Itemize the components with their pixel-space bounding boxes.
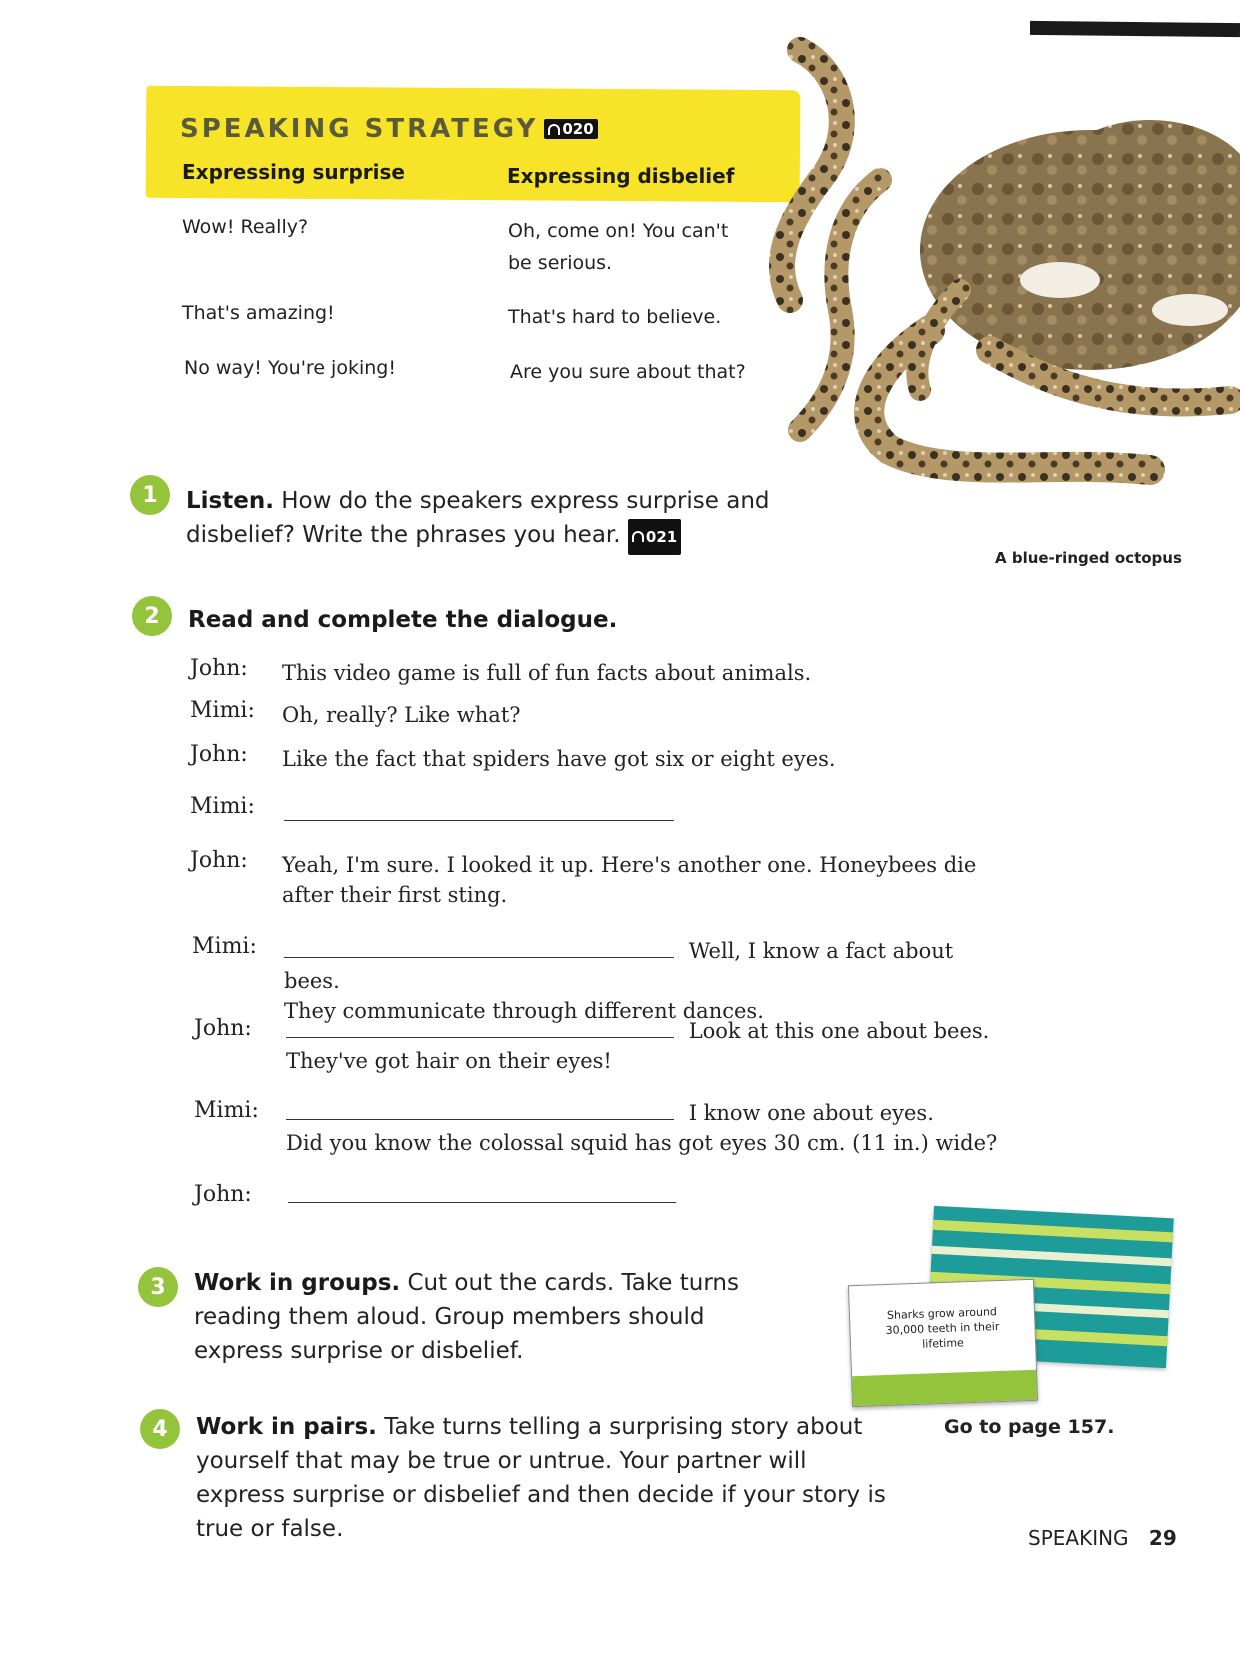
dialogue-line [288,1182,676,1207]
task-3 [194,1266,794,1368]
dialogue-speaker: John: [190,848,248,873]
audio-track-badge[interactable] [628,519,681,555]
task-number-badge: 1 [130,475,170,515]
octopus-photo [730,30,1240,510]
task-1-text: How do the speakers express surprise and disbelief? Write the phrases you hear. [186,488,770,548]
audio-track-badge[interactable] [544,119,597,139]
dialogue-line [284,800,674,825]
audio-track-number: 020 [562,120,594,138]
dialogue-speaker: Mimi: [194,1098,259,1123]
task-3-text: Cut out the cards. Take turns reading them aloud. Group members should express surprise or disbelief. [194,1270,739,1364]
task-4-lead: Work in pairs. [196,1414,377,1440]
surprise-phrase: Wow! Really? [182,216,309,238]
dialogue-speaker: John: [194,1016,252,1041]
dialogue-line-text: They've got hair on their eyes! [286,1049,612,1073]
dialogue-line-text: Well, I know a fact about bees. [284,939,954,993]
column-head-surprise: Expressing surprise [182,160,405,184]
answer-blank[interactable] [284,800,674,821]
answer-blank[interactable] [286,1099,674,1120]
strategy-title [180,114,598,144]
fact-card-text: Sharks grow around 30,000 teeth in their lifetime [885,1304,1000,1351]
photo-caption: A blue-ringed octopus [995,549,1182,567]
audio-track-number: 021 [645,527,678,546]
headphones-icon [632,531,644,542]
task-2-lead: Read and complete the dialogue. [188,607,618,633]
disbelief-phrase: Are you sure about that? [510,361,746,383]
surprise-phrase: No way! You're joking! [184,357,396,379]
dialogue-line [284,936,1004,1026]
task-number-badge: 4 [140,1409,180,1449]
task-4-text: Take turns telling a surprising story about yourself that may be true or untrue. Your partner will express surprise or disbelief and then decide if your story is true or false. [196,1414,886,1542]
task-3-lead: Work in groups. [194,1270,401,1296]
task-2 [188,603,617,637]
answer-blank[interactable] [288,1182,676,1203]
disbelief-phrase: Oh, come on! You can't be serious. [508,220,729,274]
dialogue-line-text: Look at this one about bees. [688,1019,990,1043]
dialogue-speaker: John: [190,656,248,681]
task-1 [186,484,866,555]
dialogue-line: This video game is full of fun facts about animals. [282,661,812,685]
dialogue-speaker: John: [194,1182,252,1207]
footer-section: SPEAKING [1028,1526,1129,1550]
dialogue-line [286,1016,1006,1076]
dialogue-speaker: John: [190,742,248,767]
disbelief-phrase: That's hard to believe. [508,306,722,328]
dialogue-speaker: Mimi: [192,934,257,959]
task-number-badge: 2 [132,596,172,636]
dialogue-line [286,1098,1006,1158]
column-head-disbelief: Expressing disbelief [507,164,735,188]
answer-blank[interactable] [286,1017,674,1038]
fact-card [848,1279,1038,1407]
answer-blank[interactable] [284,937,674,958]
dialogue-line: Oh, really? Like what? [282,703,521,727]
strategy-title-text: SPEAKING STRATEGY [180,114,539,144]
dialogue-line: Like the fact that spiders have got six or eight eyes. [282,747,836,771]
dialogue-speaker: Mimi: [190,698,255,723]
task-number-badge: 3 [138,1267,178,1307]
headphones-icon [548,124,560,135]
task-1-lead: Listen. [186,488,274,514]
page-number: 29 [1148,1526,1177,1550]
fact-card-footer [852,1370,1037,1406]
dialogue-speaker: Mimi: [190,794,255,819]
dialogue-line-text: I know one about eyes. [688,1101,934,1125]
dialogue-line: Yeah, I'm sure. I looked it up. Here's another one. Honeybees die after their first sting. [282,853,977,907]
task-4 [196,1410,896,1546]
card-page-link[interactable]: Go to page 157. [944,1416,1115,1438]
dialogue-line-text: They communicate through different dances. [284,999,764,1023]
page-footer [1028,1526,1177,1550]
surprise-phrase: That's amazing! [182,302,335,324]
dialogue-line-text: Did you know the colossal squid has got eyes 30 cm. (11 in.) wide? [286,1131,998,1155]
